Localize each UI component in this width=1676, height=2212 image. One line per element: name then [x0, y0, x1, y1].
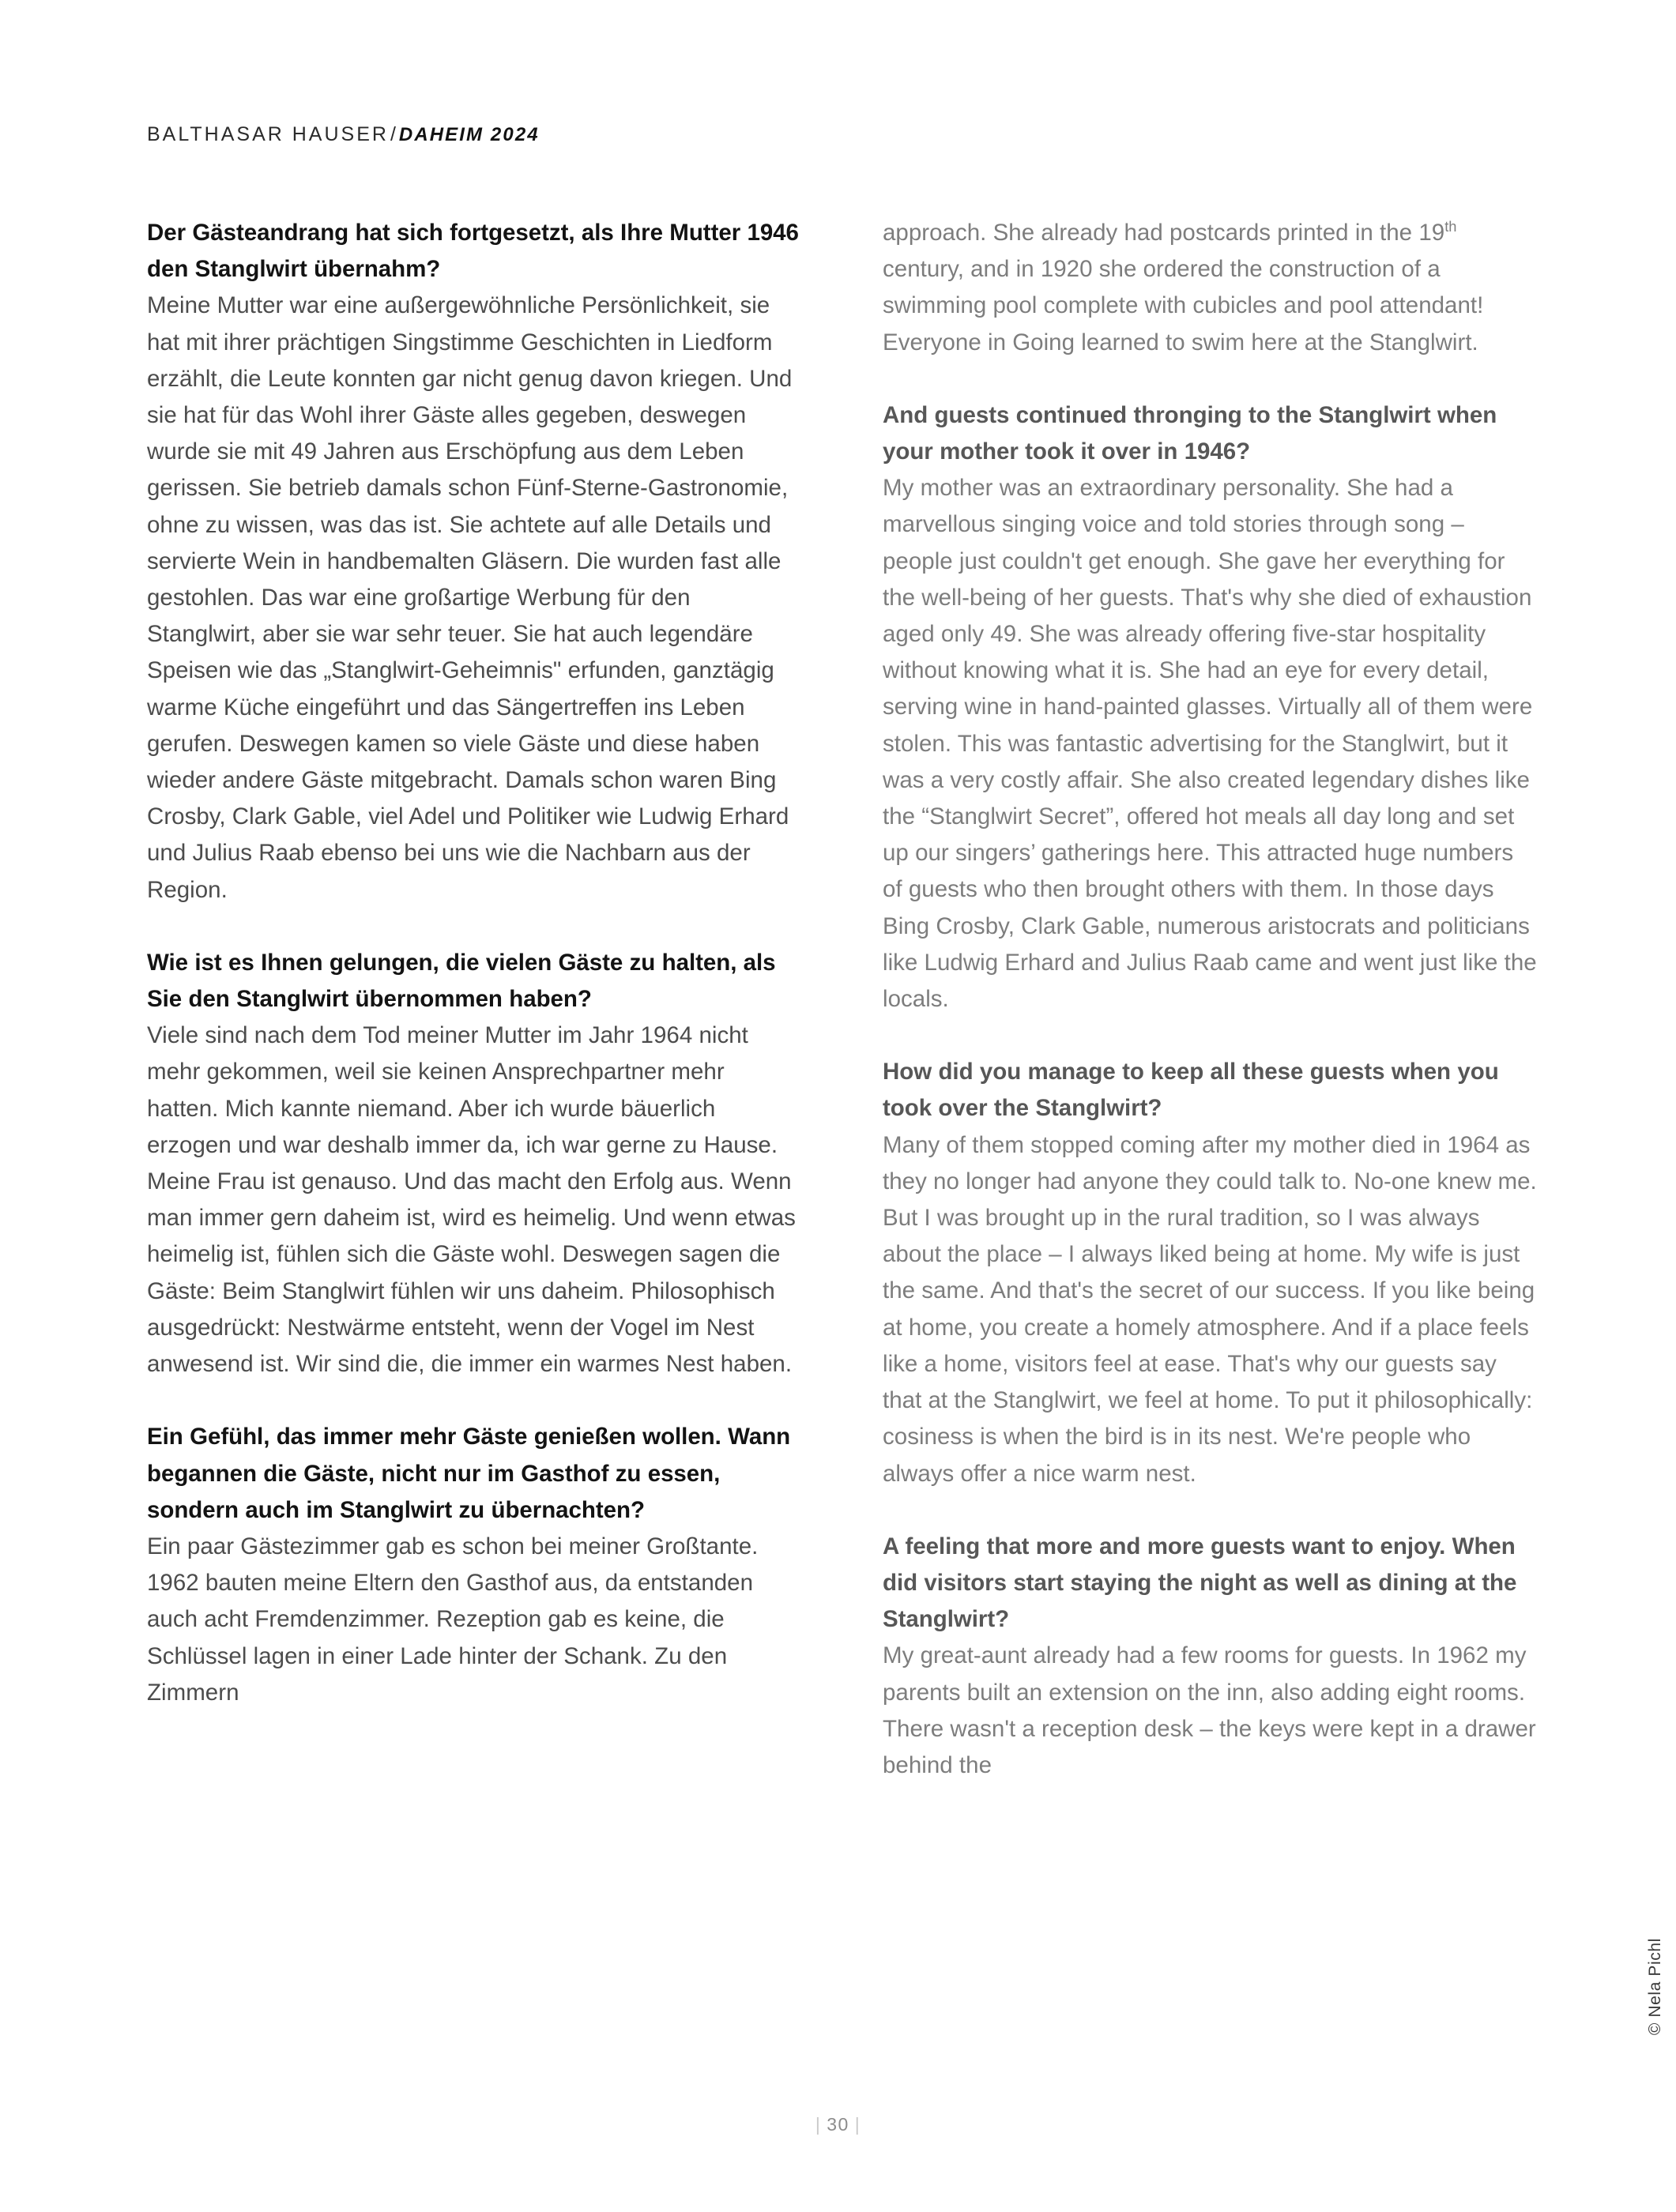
qa-block [147, 1419, 802, 1711]
qa-block [147, 945, 802, 1382]
running-head [147, 125, 540, 145]
qa-block [883, 1529, 1538, 1784]
photo-credit: © Nela Pichl [1646, 1938, 1664, 2036]
question-heading: Wie ist es Ihnen gelungen, die vielen Gäste zu halten, als Sie den Stanglwirt übernommen haben? [147, 949, 776, 1013]
article-columns [147, 215, 1538, 1784]
question-heading: A feeling that more and more guests want to enjoy. When did visitors start staying the night as well as dining at the Stanglwirt? [883, 1533, 1517, 1633]
qa-block-continuation [883, 215, 1538, 361]
running-head-publication: DAHEIM 2024 [398, 124, 540, 145]
question-heading: Ein Gefühl, das immer mehr Gäste genießen wollen. Wann begannen die Gäste, nicht nur im Gasthof zu essen, sondern auch im Stanglwirt zu übernachten? [147, 1424, 791, 1523]
running-head-author: BALTHASAR HAUSER [147, 123, 389, 145]
answer-paragraph: Many of them stopped coming after my mother died in 1964 as they no longer had anyone they could talk to. No-one knew me. But I was brought up in the rural tradition, so I was always about the place – I always liked being at home. My wife is just the same. And that's the secret of our success. If you like being at home, you create a homely atmosphere. And if a place feels like a home, visitors feel at ease. That's why our guests say that at the Stanglwirt, we feel at home. To put it philosophically: cosiness is when the bird is in its nest. We're people who always offer a nice warm nest. [883, 1131, 1537, 1487]
answer-paragraph: Ein paar Gästezimmer gab es schon bei meiner Großtante. 1962 bauten meine Eltern den Gasthof aus, da entstanden auch acht Fremdenzimmer. Rezeption gab es keine, die Schlüssel lagen in einer Lade hinter der Schank. Zu den Zimmern [147, 1533, 759, 1706]
folio-page-number: 30 [827, 2114, 849, 2135]
folio-bracket-right: | [854, 2114, 861, 2135]
qa-block [883, 1054, 1538, 1492]
question-heading: Der Gästeandrang hat sich fortgesetzt, als Ihre Mutter 1946 den Stanglwirt übernahm? [147, 220, 799, 283]
answer-paragraph: My great-aunt already had a few rooms for guests. In 1962 my parents built an extension on the inn, also adding eight rooms. There wasn't a reception desk – the keys were kept in a drawer behind the [883, 1642, 1536, 1778]
qa-block [147, 215, 802, 908]
qa-block [883, 397, 1538, 1018]
answer-paragraph: Meine Mutter war eine außergewöhnliche Persönlichkeit, sie hat mit ihrer prächtigen Singstimme Geschichten in Liedform erzählt, die Leute konnten gar nicht genug davon kriegen. Und sie hat für das Wohl ihrer Gäste alles gegeben, deswegen wurde sie mit 49 Jahren aus Erschöpfung aus dem Leben gerissen. Sie betrieb damals schon Fünf-Sterne-Gastronomie, ohne zu wissen, was das ist. Sie achtete auf alle Details und servierte Wein in handbemalten Gläsern. Die wurden fast alle gestohlen. Das war eine großartige Werbung für den Stanglwirt, aber sie war sehr teuer. Sie hat auch legendäre Speisen wie das „Stanglwirt-Geheimnis" erfunden, ganztägig warme Küche eingeführt und das Sängertreffen ins Leben gerufen. Deswegen kamen so viele Gäste und diese haben wieder andere Gäste mitgebracht. Damals schon waren Bing Crosby, Clark Gable, viel Adel und Politiker wie Ludwig Erhard und Julius Raab ebenso bei uns wie die Nachbarn aus der Region. [147, 292, 793, 903]
question-heading: And guests continued thronging to the Stanglwirt when your mother took it over in 1946? [883, 401, 1497, 465]
question-heading: How did you manage to keep all these guests when you took over the Stanglwirt? [883, 1059, 1499, 1122]
column-english [883, 215, 1538, 1784]
answer-paragraph: Viele sind nach dem Tod meiner Mutter im Jahr 1964 nicht mehr gekommen, weil sie keinen Ansprechpartner mehr hatten. Mich kannte niemand. Aber ich wurde bäuerlich erzogen und war deshalb immer da, ich war gerne zu Hause. Meine Frau ist genauso. Und das macht den Erfolg aus. Wenn man immer gern daheim ist, wird es heimelig. Und wenn etwas heimelig ist, fühlen sich die Gäste wohl. Deswegen sagen die Gäste: Beim Stanglwirt fühlen wir uns daheim. Philosophisch ausgedrückt: Nestwärme entsteht, wenn der Vogel im Nest anwesend ist. Wir sind die, die immer ein warmes Nest haben. [147, 1022, 796, 1378]
running-head-separator: / [390, 123, 397, 145]
column-german [147, 215, 802, 1784]
page-folio [0, 2114, 1676, 2135]
answer-paragraph: My mother was an extraordinary personality. She had a marvellous singing voice and told stories through song – people just couldn't get enough. She gave her everything for the well-being of her guests. That's why she died of exhaustion aged only 49. She was already offering five-star hospitality without knowing what it is. She had an eye for every detail, serving wine in hand-painted glasses. Virtually all of them were stolen. This was fantastic advertising for the Stanglwirt, but it was a very costly affair. She also created legendary dishes like the “Stanglwirt Secret”, offered hot meals all day long and set up our singers’ gatherings here. This attracted huge numbers of guests who then brought others with them. In those days Bing Crosby, Clark Gable, numerous aristocrats and politicians like Ludwig Erhard and Julius Raab came and went just like the locals. [883, 475, 1537, 1013]
folio-bracket-left: | [815, 2114, 822, 2135]
answer-paragraph-continued: approach. She already had postcards printed in the 19th century, and in 1920 she ordered the construction of a swimming pool complete with cubicles and pool attendant! Everyone in Going learned to swim here at the Stanglwirt. [883, 218, 1484, 356]
